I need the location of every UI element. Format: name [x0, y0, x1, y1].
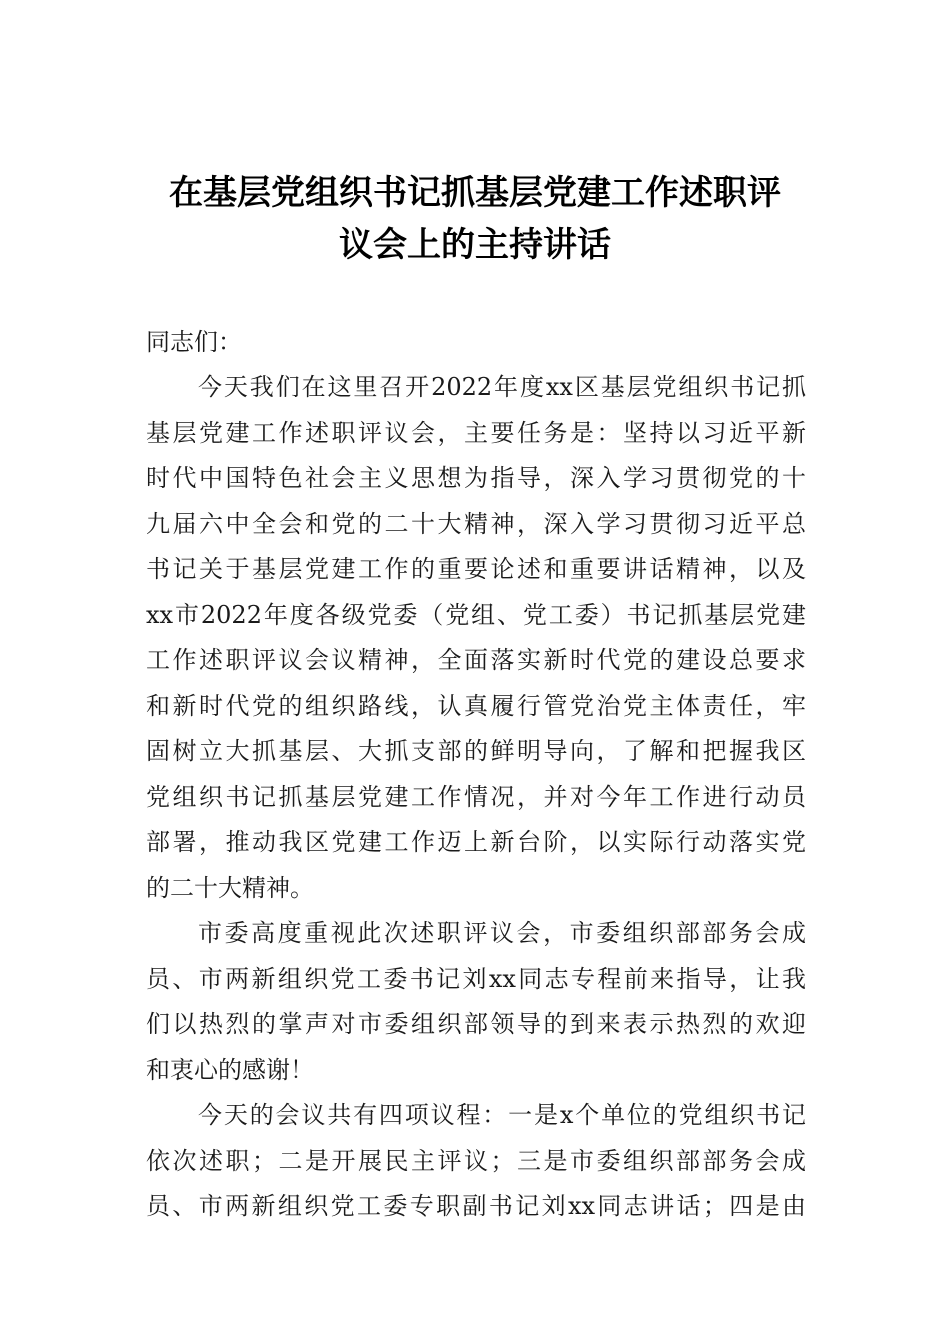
paragraph-line: 依次述职；二是开展民主评议；三是市委组织部部务会成: [146, 1146, 806, 1175]
salutation: 同志们：: [146, 328, 242, 356]
paragraph-line: 固树立大抓基层、大抓支部的鲜明导向，了解和把握我区: [146, 737, 806, 765]
paragraph-line: 们以热烈的掌声对市委组织部领导的到来表示热烈的欢迎: [146, 1010, 806, 1038]
paragraph-line: 的二十大精神。: [146, 873, 314, 902]
paragraph-line: 今天的会议共有四项议程：一是x个单位的党组织书记: [198, 1101, 806, 1129]
document-title-line-2: 议会上的主持讲话: [339, 225, 611, 265]
paragraph-line: 九届六中全会和党的二十大精神，深入学习贯彻习近平总: [146, 509, 806, 538]
paragraph-line: 和新时代党的组织路线，认真履行管党治党主体责任，牢: [146, 691, 806, 720]
paragraph-2: [146, 911, 806, 1093]
paragraph-line: 员、市两新组织党工委书记刘xx同志专程前来指导，让我: [146, 964, 806, 993]
paragraph-line: 工作述职评议会议精神，全面落实新时代党的建设总要求: [146, 646, 806, 674]
paragraph-line: 书记关于基层党建工作的重要论述和重要讲话精神，以及: [146, 555, 806, 583]
paragraph-line: 市委高度重视此次述职评议会，市委组织部部务会成: [198, 919, 806, 947]
paragraph-line: 时代中国特色社会主义思想为指导，深入学习贯彻党的十: [146, 464, 806, 492]
paragraph-line: 党组织书记抓基层党建工作情况，并对今年工作进行动员: [146, 782, 806, 811]
paragraph-3: [146, 1093, 806, 1230]
paragraph-1: [146, 365, 806, 911]
paragraph-line: xx市2022年度各级党委（党组、党工委）书记抓基层党建: [146, 600, 806, 629]
paragraph-line: 部署，推动我区党建工作迈上新台阶，以实际行动落实党: [146, 828, 806, 856]
paragraph-line: 员、市两新组织党工委专职副书记刘xx同志讲话；四是由: [146, 1192, 806, 1220]
paragraph-line: 基层党建工作述职评议会，主要任务是：坚持以习近平新: [146, 418, 806, 447]
paragraph-line: 和衷心的感谢！: [146, 1055, 314, 1084]
document-title-line-1: 在基层党组织书记抓基层党建工作述职评: [169, 173, 781, 213]
paragraph-line: 今天我们在这里召开2022年度xx区基层党组织书记抓: [198, 373, 806, 401]
